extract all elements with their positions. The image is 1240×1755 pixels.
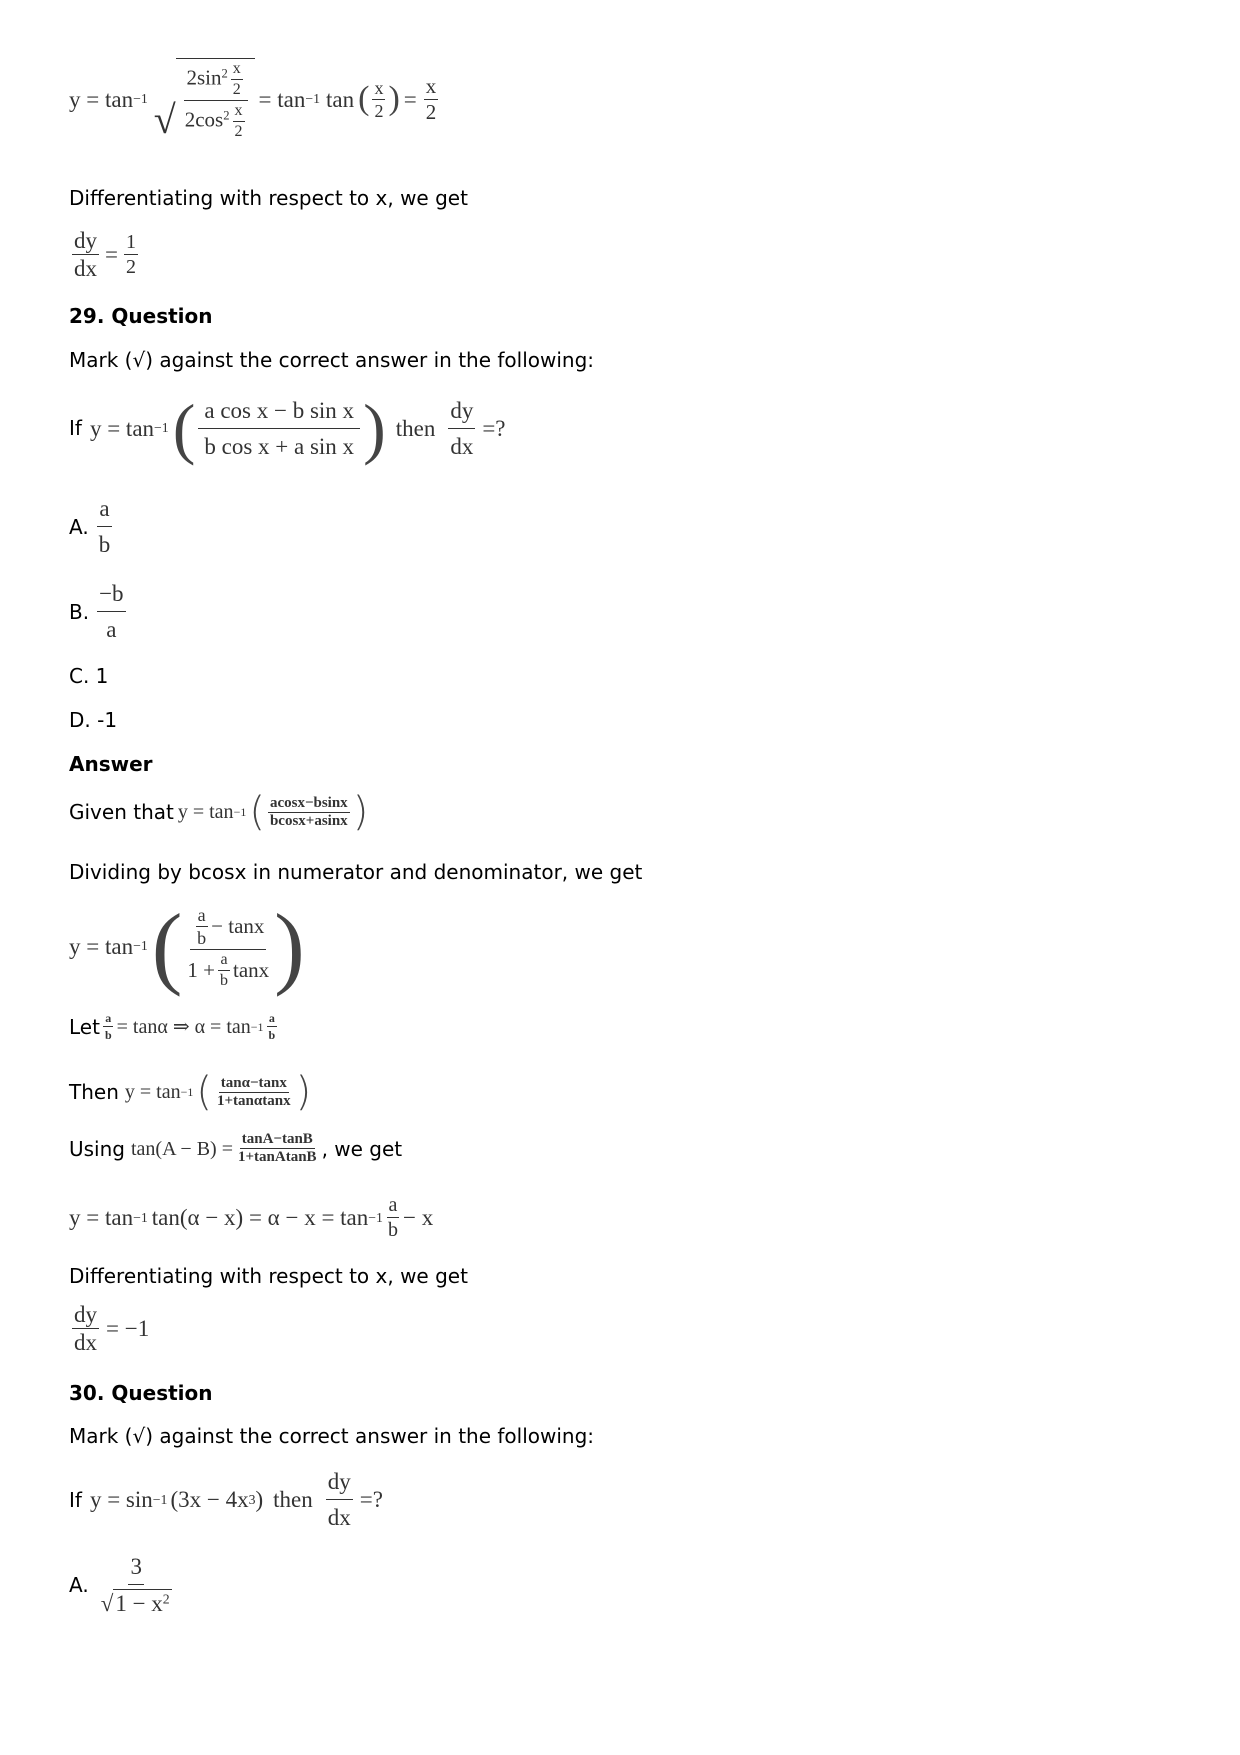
- paren: (: [358, 80, 370, 117]
- fraction: [72, 229, 99, 280]
- fraction-denominator: dx: [74, 1330, 97, 1355]
- eq-text: then: [273, 1487, 313, 1512]
- fraction: [268, 796, 350, 829]
- fraction-denominator: a: [106, 617, 117, 642]
- fraction: [231, 61, 243, 98]
- question-30-equation: If y = sin −1 (3x − 4x 3 ) then $\frac{dy}{dx}$ =?: [69, 1469, 383, 1530]
- given-line: Given that y = tan −1 ( $\frac{acosx-bsinx}{bcosx+asinx}$ ): [69, 789, 369, 835]
- fraction-numerator: 1: [125, 231, 136, 253]
- fraction-numerator: a: [197, 904, 206, 925]
- fraction-denominator: [183, 101, 250, 140]
- fraction-numerator: acosx−bsinx: [269, 794, 348, 811]
- fraction-denominator: 2: [425, 99, 437, 124]
- eq-text: 1 − x: [115, 1591, 163, 1616]
- fraction-numerator: 3: [128, 1555, 144, 1585]
- fraction-denominator: b: [98, 532, 111, 557]
- paren: ): [274, 895, 305, 997]
- fraction-denominator: 2: [125, 256, 136, 278]
- option-label: B.: [69, 599, 90, 624]
- fraction-denominator: 2: [374, 100, 384, 121]
- eq-text: y = tan: [69, 86, 134, 112]
- eq-text: y = tan: [69, 1205, 134, 1230]
- fraction-denominator: 2: [234, 123, 243, 140]
- body-text: Differentiating with respect to x, we get: [69, 1264, 468, 1288]
- eq-sup: 2: [162, 1591, 170, 1607]
- eq-text: = tanα ⇒ α = tan: [116, 1015, 251, 1038]
- fraction-numerator: dy: [74, 228, 97, 253]
- sqrt-radicand: [113, 1589, 171, 1615]
- sqrt-radicand: [176, 58, 255, 140]
- fraction-denominator: 1+tanαtanx: [216, 1092, 291, 1109]
- fraction-numerator: dy: [448, 399, 475, 429]
- eq-text: − tanx: [211, 913, 265, 938]
- paren: ): [363, 390, 386, 466]
- equation-divided-form: y = tan −1 ( $\frac{a}{b}$ − tanx 1 + $\frac{a}{b}$ tanx ): [69, 895, 305, 997]
- eq-text: =: [403, 86, 417, 112]
- eq-sup: 2: [221, 66, 228, 81]
- fraction: [215, 1076, 293, 1109]
- fraction-numerator: x: [425, 73, 437, 98]
- question-30-heading: 30. Question: [69, 1381, 213, 1405]
- fraction: [72, 1303, 99, 1354]
- eq-text: y = tan: [89, 415, 155, 441]
- fraction: [236, 1132, 319, 1165]
- body-text: Using: [69, 1136, 125, 1161]
- fraction-numerator: a cos x − b sin x: [198, 399, 360, 429]
- fraction: [326, 1470, 353, 1529]
- body-text: Then: [69, 1080, 119, 1104]
- option-label: A.: [69, 1573, 89, 1597]
- if-label: If: [69, 1487, 82, 1512]
- eq-text: then: [395, 415, 436, 441]
- body-text: Differentiating with respect to x, we get: [69, 186, 468, 210]
- question-30-instruction: Mark (√) against the correct answer in the following:: [69, 1424, 595, 1448]
- fraction: [198, 399, 360, 458]
- option-c[interactable]: C. 1: [69, 664, 109, 688]
- fraction-numerator: dy: [74, 1302, 97, 1327]
- eq-text: ): [255, 1487, 264, 1512]
- option-d[interactable]: D. -1: [69, 708, 118, 732]
- fraction-denominator: bcosx+asinx: [269, 812, 348, 829]
- eq-text: y = sin: [89, 1487, 153, 1512]
- then-line: Then y = tan −1 ( $\frac{\tan\alpha-\tan x}{1+\tan\alpha\tan x}$ ): [69, 1069, 312, 1115]
- fraction-numerator: −b: [97, 582, 125, 612]
- equation-simplified: y = tan −1 tan(α − x) = α − x = tan −1 $\frac{a}{b}$ − x: [69, 1194, 434, 1241]
- eq-text: y = tan: [124, 1081, 181, 1103]
- fraction-denominator: dx: [450, 433, 474, 459]
- body-text: Let: [69, 1014, 100, 1039]
- fraction-denominator: [99, 1585, 174, 1615]
- eq-text: =: [105, 242, 118, 267]
- option-label: A.: [69, 514, 89, 539]
- fraction-denominator: b: [387, 1219, 398, 1241]
- fraction: [103, 1012, 114, 1041]
- paren: (: [196, 1069, 212, 1115]
- eq-text: 1 +: [187, 957, 215, 982]
- fraction: [124, 232, 138, 277]
- body-text: Given that: [69, 800, 174, 824]
- sqrt-sign: √: [100, 1591, 114, 1616]
- fraction: [97, 582, 125, 641]
- sqrt-expression: [101, 1589, 172, 1615]
- eq-text: =?: [482, 415, 506, 441]
- fraction-numerator: x: [374, 77, 384, 98]
- eq-text: tan(α − x) = α − x = tan: [151, 1205, 369, 1230]
- fraction-numerator: tanα−tanx: [220, 1074, 287, 1091]
- eq-text: 2sin: [186, 65, 222, 90]
- fraction-denominator: 1+tanAtanB: [238, 1149, 317, 1165]
- equation-y-tan-inverse-sqrt: y = tan −1 √ $2\sin^2$ $\frac{x}{2}$ $2\cos^2$ $\frac{x}{2}$ = tan −1 tan ( $\frac{x}{2}$ ) = $\frac{x}{2}$: [69, 60, 437, 142]
- equation-dydx-minus-one: [69, 1303, 149, 1354]
- if-label: If: [69, 416, 82, 440]
- paren: ): [388, 80, 400, 117]
- fraction: [267, 1012, 278, 1041]
- eq-text: y = tan: [177, 801, 234, 823]
- question-29-heading: 29. Question: [69, 304, 213, 328]
- fraction-denominator: b: [197, 927, 207, 948]
- fraction-denominator: 2: [232, 81, 241, 98]
- eq-text: =?: [359, 1487, 383, 1512]
- eq-text: tan(A − B) =: [131, 1137, 233, 1160]
- fraction-denominator: [185, 950, 271, 989]
- question-29-instruction: Mark (√) against the correct answer in the following:: [69, 348, 595, 372]
- paren: (: [151, 895, 183, 997]
- paren: (: [249, 789, 265, 835]
- fraction-numerator: x: [231, 61, 243, 80]
- eq-text: − x: [402, 1205, 434, 1230]
- option-a[interactable]: [69, 497, 115, 556]
- fraction: [218, 952, 230, 989]
- eq-text: = tan: [258, 86, 306, 112]
- sqrt-sign: √: [153, 97, 176, 142]
- fraction: [97, 497, 113, 556]
- body-text: , we get: [321, 1136, 403, 1161]
- fraction-denominator: b cos x + a sin x: [204, 433, 355, 459]
- fraction: [99, 1555, 174, 1615]
- fraction-denominator: dx: [74, 256, 97, 281]
- fraction-denominator: b: [220, 971, 228, 989]
- sqrt-expression: [154, 58, 255, 140]
- fraction-denominator: b: [268, 1028, 276, 1042]
- paren: (: [172, 390, 196, 466]
- fraction-numerator: a: [105, 1011, 112, 1025]
- eq-text: tanx: [233, 957, 270, 982]
- eq-text: = −1: [106, 1316, 150, 1341]
- answer-heading: Answer: [69, 752, 153, 776]
- fraction: [386, 1195, 400, 1240]
- fraction: [185, 904, 271, 989]
- fraction: [372, 79, 385, 120]
- fraction-numerator: dy: [326, 1470, 353, 1500]
- fraction-numerator: [190, 904, 266, 950]
- question-29-equation: If y = tan −1 ( $\frac{\text{a cos x − b sin x}}{\text{b cos x + a sin x}}$ ) then $\frac{dy}{dx}$ =?: [69, 390, 506, 466]
- paren: ): [352, 789, 369, 835]
- fraction-numerator: tanA−tanB: [241, 1131, 313, 1147]
- fraction-numerator: a: [97, 497, 111, 527]
- fraction-numerator: a: [388, 1194, 398, 1216]
- fraction: [233, 103, 245, 140]
- eq-text: (3x − 4x: [170, 1487, 249, 1512]
- fraction-numerator: a: [268, 1011, 275, 1025]
- fraction-numerator: a: [218, 952, 229, 971]
- using-line: [69, 1132, 402, 1165]
- eq-text: tan: [326, 86, 355, 112]
- option-b[interactable]: [69, 582, 129, 641]
- fraction: [424, 73, 439, 124]
- body-text: Dividing by bcosx in numerator and denominator, we get: [69, 860, 643, 884]
- eq-sup: 2: [223, 108, 230, 123]
- eq-text: y = tan: [69, 933, 134, 959]
- fraction: [183, 61, 250, 140]
- let-line: Let $\frac{a}{b}$ = tanα ⇒ α = tan −1 $\frac{a}{b}$: [69, 1011, 276, 1042]
- equation-dydx-half: [69, 229, 141, 280]
- question-30-option-a[interactable]: [69, 1555, 177, 1615]
- fraction: [448, 399, 475, 458]
- fraction-numerator: x: [233, 103, 245, 122]
- fraction-numerator: [184, 61, 247, 101]
- paren: ): [295, 1069, 312, 1115]
- fraction: [195, 906, 208, 947]
- fraction-denominator: b: [104, 1028, 112, 1042]
- fraction-denominator: dx: [327, 1505, 351, 1530]
- eq-text: 2cos: [184, 107, 224, 132]
